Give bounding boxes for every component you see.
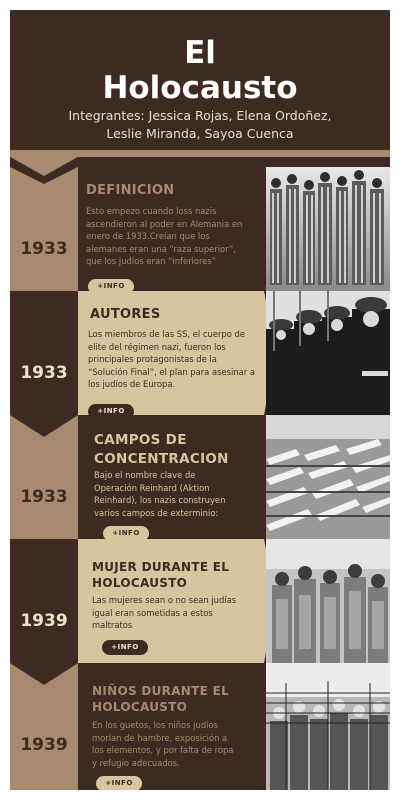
heading-line: CONCENTRACION: [94, 451, 229, 467]
more-info-button[interactable]: +INFO: [103, 526, 149, 541]
section-year: 1933: [20, 239, 68, 259]
body-line: principales protagonistas de la: [88, 354, 217, 365]
section-year: 1933: [20, 487, 68, 507]
body-line: Las mujeres sean o no sean judías: [92, 595, 237, 605]
body-line: Bajo el nombre clave de: [94, 470, 196, 480]
subtitle: [36, 107, 364, 143]
section-autores: [10, 291, 390, 415]
heading-line: MUJER DURANTE EL: [92, 560, 230, 574]
title-line-1: El: [184, 35, 216, 71]
body-line: elite del régimen nazi, fueron los: [88, 341, 226, 352]
section-body: [92, 594, 262, 632]
body-line: Los miembros de las SS, el cuerpo de: [88, 329, 245, 339]
subtitle-line-1: Integrantes: Jessica Rojas, Elena Ordoñez,: [68, 108, 332, 123]
body-line: igual eran sometidas a estos: [92, 607, 213, 618]
body-line: enero de 1933.Creían que los: [86, 231, 210, 242]
section-year: 1939: [20, 611, 68, 631]
body-line: que los judíos eran “inferiores”: [86, 256, 217, 267]
body-line: y refugio adecuados.: [92, 757, 180, 768]
soldiers-photo: [266, 291, 390, 415]
heading-line: AUTORES: [90, 307, 161, 322]
title-line-2: Holocausto: [102, 70, 298, 106]
more-info-button[interactable]: +INFO: [88, 279, 134, 294]
section-campos: [10, 415, 390, 539]
heading-line: NIÑOS DURANTE EL: [92, 684, 230, 698]
heading-line: DEFINICION: [86, 183, 175, 198]
header-divider: [10, 150, 390, 190]
body-line: varios campos de exterminio:: [94, 507, 219, 518]
body-line: los elementos, y por falta de ropa: [92, 745, 234, 756]
section-mujer: [10, 539, 390, 663]
body-line: En los guetos, los niños judíos: [92, 720, 218, 730]
section-body: [86, 205, 266, 268]
header: [10, 10, 390, 160]
section-body: [92, 719, 264, 769]
section-heading: [90, 307, 161, 323]
page-title: [10, 36, 390, 106]
body-line: ascendieron al poder en Alemania en: [86, 218, 243, 229]
body-line: Reinhard), los nazis construyen: [94, 495, 226, 506]
section-ninos: [10, 663, 390, 790]
section-body: [88, 328, 268, 391]
body-line: Operación Reinhard (Aktion: [94, 482, 210, 493]
section-body: [94, 469, 264, 519]
women-prisoners-photo: [266, 539, 390, 663]
section-year: 1939: [20, 735, 68, 755]
more-info-button[interactable]: +INFO: [88, 404, 134, 419]
heading-line: HOLOCAUSTO: [92, 576, 188, 590]
body-line: “Solución Final”, el plan para asesinar a: [88, 366, 255, 377]
camp-aerial-photo: [266, 415, 390, 539]
infographic-poster: [10, 10, 390, 790]
section-heading: [94, 431, 229, 469]
body-line: los judíos de Europa.: [88, 379, 176, 390]
section-heading: [92, 559, 229, 591]
body-line: morían de hambre, exposición a: [92, 732, 228, 743]
heading-line: HOLOCAUSTO: [92, 700, 188, 714]
subtitle-line-2: Leslie Miranda, Sayoa Cuenca: [106, 126, 294, 141]
section-year: 1933: [20, 363, 68, 383]
body-line: Esto empezo cuando loss nazis: [86, 206, 217, 216]
children-fence-photo: [266, 663, 390, 790]
body-line: maltratos: [92, 620, 133, 631]
section-heading: [92, 683, 229, 715]
more-info-button[interactable]: +INFO: [102, 640, 148, 655]
body-line: alemanes eran una “raza superior”,: [86, 243, 236, 254]
heading-line: CAMPOS DE: [94, 432, 187, 448]
more-info-button[interactable]: +INFO: [96, 776, 142, 790]
